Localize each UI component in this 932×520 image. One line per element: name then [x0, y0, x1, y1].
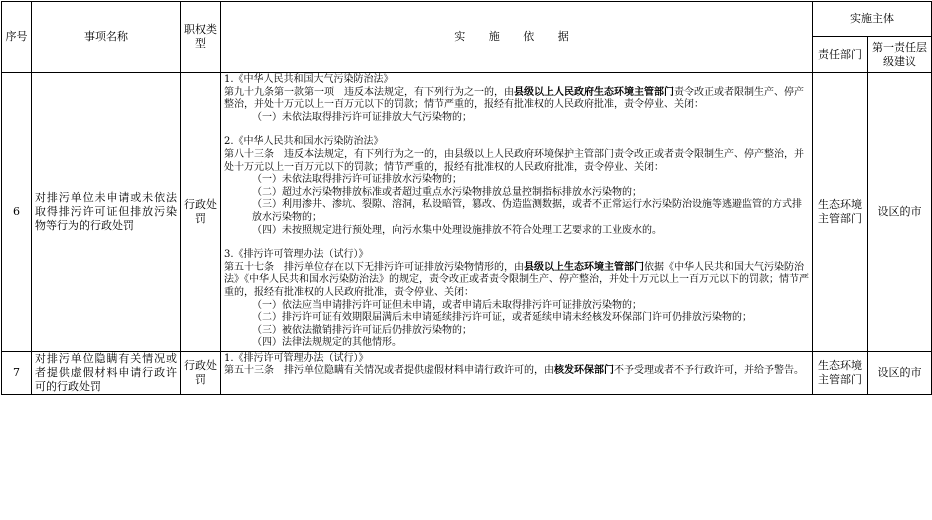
- law-item: （三）被依法撤销排污许可证后仍排放污染物的；: [252, 324, 472, 336]
- header-item-name: 事项名称: [32, 2, 181, 73]
- law-block: [224, 74, 809, 124]
- row-seq: 7: [2, 351, 32, 394]
- header-basis: 实 施 依 据: [221, 2, 813, 73]
- row-first-level: 设区的市: [868, 351, 932, 394]
- row-item-name: 对排污单位未申请或未依法取得排污许可证但排放污染物等行为的行政处罚: [32, 73, 181, 352]
- row-dept: 生态环境主管部门: [813, 73, 868, 352]
- law-block: [224, 249, 809, 350]
- law-item: （三）利用渗井、渗坑、裂隙、溶洞，私设暗管，篡改、伪造监测数据，或者不正常运行水污染防治设施等逃避监管的方式排放水污染物的；: [252, 199, 802, 223]
- header-first-level: 第一责任层级建议: [868, 37, 932, 73]
- law-title: 2.《中华人民共和国水污染防治法》: [224, 136, 384, 148]
- table-row: [2, 73, 932, 352]
- law-block: [224, 353, 809, 378]
- law-title: 3.《排污许可管理办法（试行）》: [224, 249, 369, 261]
- law-item: （二）排污许可证有效期限届满后未申请延续排污许可证，或者延续申请未经核发环保部门许可仍排放污染物的；: [252, 312, 752, 324]
- law-title: 1.《排污许可管理办法（试行）》: [224, 352, 369, 364]
- law-item: （二）超过水污染物排放标准或者超过重点水污染物排放总量控制指标排放水污染物的；: [252, 186, 642, 198]
- law-item: （四）法律法规规定的其他情形。: [252, 337, 402, 349]
- authority-bold: 核发环保部门: [554, 365, 614, 377]
- row-dept: 生态环境主管部门: [813, 351, 868, 394]
- law-article: 第八十三条 违反本法规定，有下列行为之一的，由县级以上人民政府环境保护主管部门责令改正或者责令限制生产、停产整治，并处十万元以上一百万元以下的罚款；情节严重的，报经有批准权的人民政府批准，责令停业、关闭：: [224, 148, 804, 173]
- authority-bold: 县级以上人民政府生态环境主管部门: [514, 86, 674, 98]
- law-item: （一）依法应当申请排污许可证但未申请，或者申请后未取得排污许可证排放污染物的；: [252, 299, 642, 311]
- law-item: （一）未依法取得排污许可证排放大气污染物的；: [252, 111, 472, 123]
- table-row: [2, 351, 932, 394]
- law-title: 1.《中华人民共和国大气污染防治法》: [224, 74, 394, 85]
- row-seq: 6: [2, 73, 32, 352]
- row-basis: [221, 73, 813, 352]
- authority-bold: 县级以上生态环境主管部门: [524, 261, 644, 273]
- law-item: （一）未依法取得排污许可证排放水污染物的；: [252, 174, 462, 186]
- header-seq: 序号: [2, 2, 32, 73]
- header-dept: 责任部门: [813, 37, 868, 73]
- row-first-level: 设区的市: [868, 73, 932, 352]
- row-power-type: 行政处罚: [181, 351, 221, 394]
- law-article: 第五十七条 排污单位存在以下无排污许可证排放污染物情形的，由县级以上生态环境主管部门依据《中华人民共和国大气污染防治法》《中华人民共和国水污染防治法》的规定，责令改正或者责令限制生产、停产整治，并处十万元以上一百万元以下的罚款；情节严重的，报经有批准权的人民政府批准，责令停业、关闭：: [224, 261, 809, 298]
- row-power-type: 行政处罚: [181, 73, 221, 352]
- table-body: [2, 73, 932, 395]
- row-item-name: 对排污单位隐瞒有关情况或者提供虚假材料申请行政许可的行政处罚: [32, 351, 181, 394]
- row-basis: [221, 351, 813, 394]
- law-article: 第五十三条 排污单位隐瞒有关情况或者提供虚假材料申请行政许可的，由核发环保部门不予受理或者不予行政许可，并给予警告。: [224, 365, 804, 377]
- law-item: （四）未按照规定进行预处理，向污水集中处理设施排放不符合处理工艺要求的工业废水的。: [252, 224, 662, 236]
- header-power-type: 职权类型: [181, 2, 221, 73]
- header-subject: 实施主体: [813, 2, 932, 37]
- law-article: 第九十九条第一款第一项 违反本法规定，有下列行为之一的，由县级以上人民政府生态环境主管部门责令改正或者限制生产、停产整治，并处十万元以上一百万元以下的罚款；情节严重的，报经有批准权的人民政府批准，责令停业、关闭：: [224, 86, 804, 111]
- power-list-table: [1, 1, 932, 395]
- law-block: [224, 136, 809, 237]
